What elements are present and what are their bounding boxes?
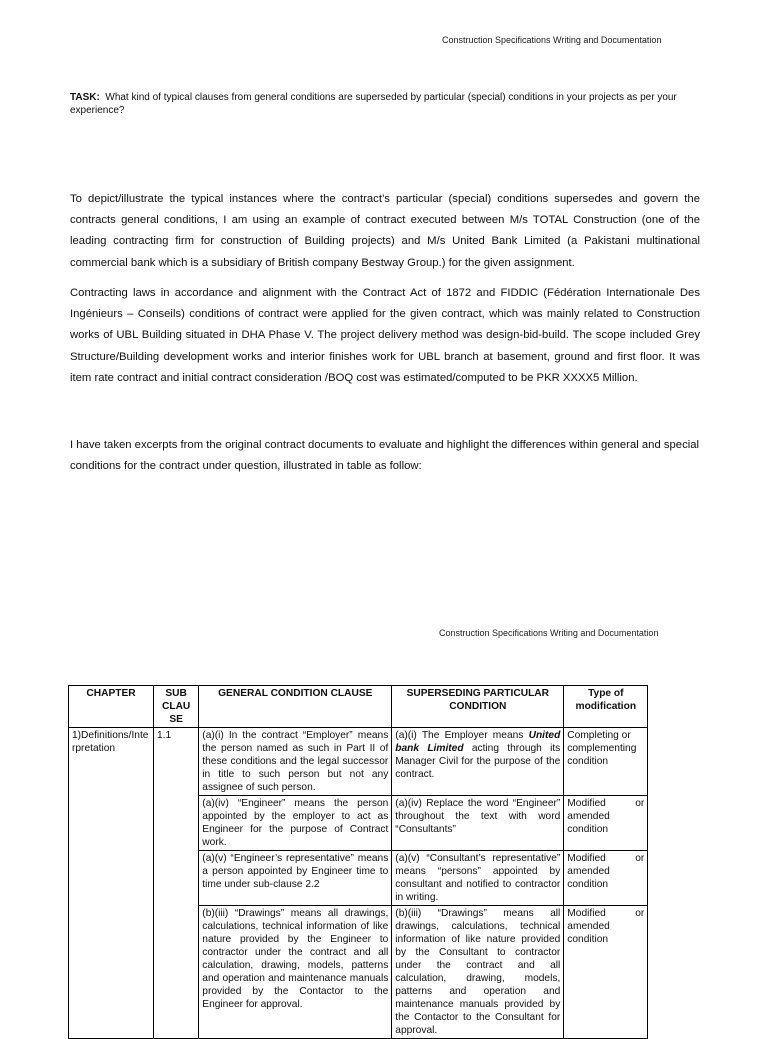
particular-condition-cell: (a)(v) “Consultant’s representative” means “persons” appointed by consultant and notified to contractor in writing. — [392, 851, 564, 906]
particular-condition-cell — [392, 728, 564, 796]
task-text: What kind of typical clauses from general conditions are superseded by particular (special) conditions in your projects as per your experience? — [70, 92, 677, 116]
table-row — [69, 728, 648, 796]
employer-name: United bank Limited — [395, 730, 561, 754]
page-header: Construction Specifications Writing and Documentation — [442, 35, 662, 45]
modification-type-cell: Modified or amended condition — [564, 796, 648, 851]
table-header-row — [69, 686, 648, 728]
chapter-cell: 1)Definitions/Interpretation — [69, 728, 154, 1039]
particular-condition-cell: (b)(iii) “Drawings” means all drawings, calculations, technical information of like nature provided by the Consultant to contractor under the contract and all calculation, drawing, models, patterns and operation and maintenance manuals provided by the Contactor to the Consultant for approval. — [392, 906, 564, 1039]
modification-type-cell: Modified or amended condition — [564, 851, 648, 906]
modification-type-cell: Modified or amended condition — [564, 906, 648, 1039]
excerpts-paragraph: I have taken excerpts from the original contract documents to evaluate and highlight the differences within general and special conditions for the contract under question, illustrated in table as follow: — [70, 439, 700, 473]
subclause-header: SUB CLAU SE — [154, 686, 199, 728]
general-clause-cell: (b)(iii) “Drawings” means all drawings, calculations, technical information of like nature provided by the Engineer to contractor under the contract and all calculation, drawing, models, patterns and operation and maintenance manuals provided by the Contactor to the Engineer for approval. — [199, 906, 392, 1039]
contract-law-paragraph: Contracting laws in accordance and alignment with the Contract Act of 1872 and FIDDIC (Fédération Internationale Des Ingénieurs – Conseils) conditions of contract were applied for the given contract, which was mainly related to Construction works of UBL Building situated in DHA Phase V. The project delivery method was design-bid-build. The scope included Grey Structure/Building development works and interior finishes work for UBL branch at basement, ground and first floor. It was item rate contract and initial contract consideration /BOQ cost was estimated/computed to be PKR XXXX5 Million. — [70, 287, 700, 384]
modification-type-cell: Completing or complementing condition — [564, 728, 648, 796]
particular-text-pre: (a)(i) The Employer means — [395, 730, 529, 741]
particular-condition-header: SUPERSEDING PARTICULAR CONDITION — [392, 686, 564, 728]
task-statement — [70, 91, 710, 117]
task-label: TASK: — [70, 92, 100, 103]
chapter-header: CHAPTER — [69, 686, 154, 728]
conditions-table — [68, 685, 648, 1039]
particular-condition-cell: (a)(iv) Replace the word “Engineer” throughout the text with word “Consultants” — [392, 796, 564, 851]
particular-text-post: acting through its Manager Civil for the purpose of the contract. — [395, 743, 561, 780]
page-header-2: Construction Specifications Writing and Documentation — [439, 628, 659, 638]
general-condition-header: GENERAL CONDITION CLAUSE — [199, 686, 392, 728]
general-clause-cell: (a)(i) In the contract “Employer” means the person named as such in Part II of these conditions and the legal successor in title to such person but not any assignee of such person. — [199, 728, 392, 796]
intro-paragraph: To depict/illustrate the typical instances where the contract’s particular (special) conditions supersedes and govern the contracts general conditions, I am using an example of contract executed between M/s TOTAL Construction (one of the leading contracting firm for construction of Building projects) and M/s United Bank Limited (a Pakistani multinational commercial bank which is a subsidiary of British company Bestway Group.) for the given assignment. — [70, 193, 700, 269]
general-clause-cell: (a)(iv) “Engineer” means the person appointed by the employer to act as Engineer for the purpose of Contract work. — [199, 796, 392, 851]
subclause-cell: 1.1 — [154, 728, 199, 1039]
modification-type-header: Type of modification — [564, 686, 648, 728]
general-clause-cell: (a)(v) “Engineer’s representative” means a person appointed by Engineer time to time under sub-clause 2.2 — [199, 851, 392, 906]
